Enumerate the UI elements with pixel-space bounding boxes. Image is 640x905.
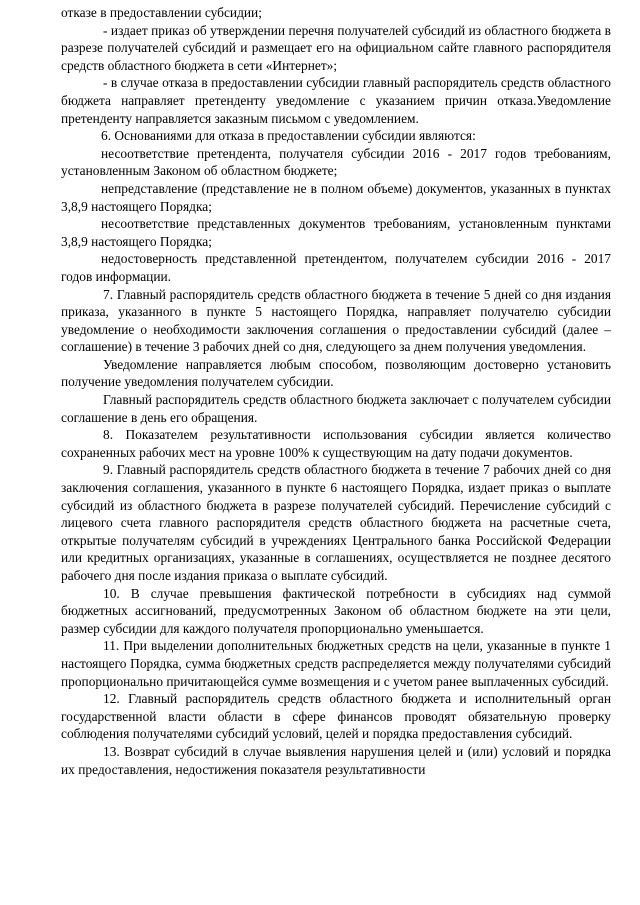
paragraph-item-10: 10. В случае превышения фактической потребности в субсидиях над суммой бюджетных ассигнований, предусмотренных Законом об областном бюджете на эти цели, размер субсидии для каждого получателя пропорционально уменьшается.	[61, 585, 611, 636]
paragraph-refusal-notice: - в случае отказа в предоставлении субсидии главный распорядитель средств областного бюджета направляет претенденту уведомление с указанием причин отказа.Уведомление претенденту направляется заказным письмом с уведомлением.	[61, 75, 611, 126]
paragraph-item-6: 6. Основаниями для отказа в предоставлении субсидии являются:	[101, 128, 476, 144]
paragraph-item-8: 8. Показателем результативности использования субсидии является количество сохраненных рабочих мест на уровне 100% к существующим на дату подачи документов.	[61, 427, 611, 460]
paragraph-item-13: 13. Возврат субсидий в случае выявления нарушения целей и (или) условий и порядка их предоставления, недостижения показателя результативности	[61, 743, 611, 777]
paragraph-item-12: 12. Главный распорядитель средств областного бюджета и исполнительный орган государственной власти области в сфере финансов проводят обязательную проверку соблюдения получателями субсидий условий, целей и порядка предоставления субсидий.	[61, 691, 611, 742]
paragraph-ground-1: несоответствие претендента, получателя субсидии 2016 - 2017 годов требованиям, установленным Законом об областном бюджете;	[61, 145, 611, 179]
paragraph-item-11: 11. При выделении дополнительных бюджетных средств на цели, указанные в пункте 1 настоящего Порядка, сумма бюджетных средств распределяется между получателями субсидий пропорционально причитающейся сумме возмещения и с учетом ранее выплаченных субсидий.	[61, 638, 611, 689]
paragraph-ground-2: непредставление (представление не в полном объеме) документов, указанных в пунктах 3,8,9 настоящего Порядка;	[61, 180, 611, 214]
paragraph-agreement: Главный распорядитель средств областного бюджета заключает с получателем субсидии соглашение в день его обращения.	[61, 392, 611, 425]
paragraph-ground-4: недостоверность представленной претендентом, получателем субсидии 2016 - 2017 годов информации.	[61, 251, 611, 284]
paragraph-item-9: 9. Главный распорядитель средств областного бюджета в течение 7 рабочих дней со дня заключения соглашения, указанного в пункте 6 настоящего Порядка, издает приказ о выплате субсидий из областного бюджета в разрезе получателей субсидий. Перечисление субсидий с лицевого счета главного распорядителя средств областного бюджета на расчетные счета, открытые получателям субсидий в учреждениях Центрального банка Российской Федерации или кредитных организациях, указанные в соглашениях, осуществляется не позднее десятого рабочего дня после издания приказа о выплате субсидий.	[61, 462, 611, 583]
paragraph-item-7: 7. Главный распорядитель средств областного бюджета в течение 5 дней со дня издания приказа, указанного в пункте 5 настоящего Порядка, направляет получателю субсидии уведомление о необходимости заключения соглашения о предоставлении субсидий (далее – соглашение) в течение 3 рабочих дней со дня, следующего за днем получения уведомления.	[61, 286, 611, 355]
paragraph-ground-3: несоответствие представленных документов требованиям, установленным пунктами 3,8,9 настоящего Порядка;	[61, 216, 611, 249]
paragraph-order-list: - издает приказ об утверждении перечня получателей субсидий из областного бюджета в разрезе получателей субсидий и размещает его на официальном сайте главного распорядителя средств областного бюджета в сети «Интернет»;	[61, 22, 611, 73]
paragraph-continuation: отказе в предоставлении субсидии;	[61, 5, 262, 20]
paragraph-notification-method: Уведомление направляется любым способом, позволяющим достоверно установить получение уведомления получателем субсидии.	[61, 356, 611, 390]
